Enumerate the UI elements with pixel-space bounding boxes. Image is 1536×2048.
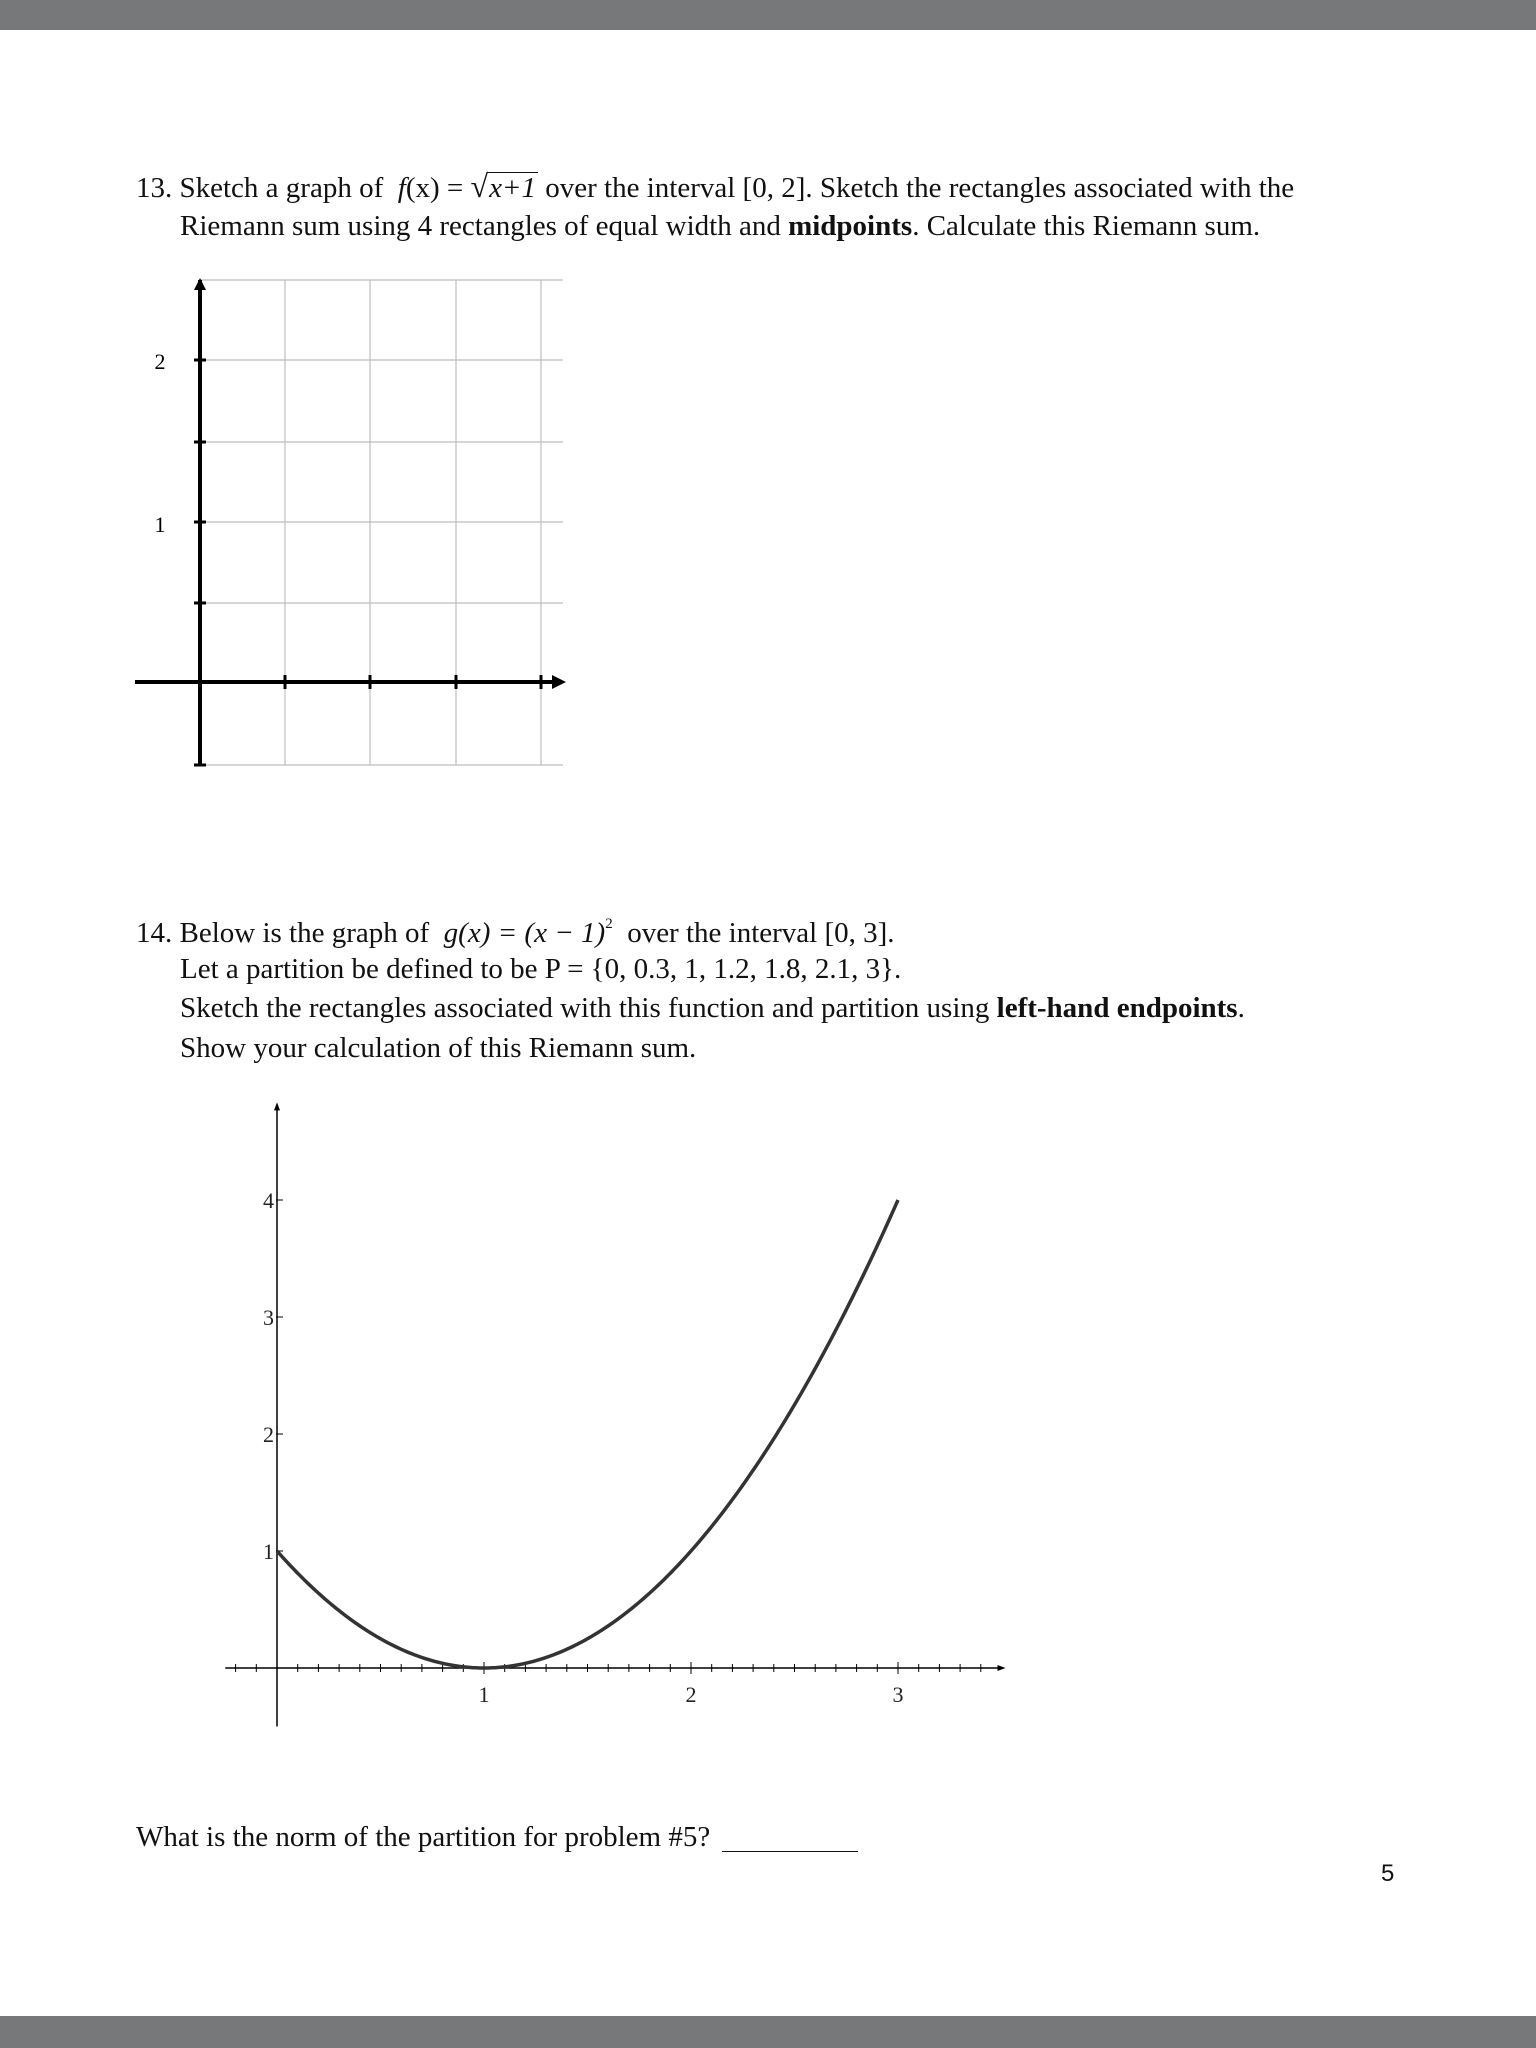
g-curve bbox=[277, 1200, 898, 1668]
norm-question-text: What is the norm of the partition for problem #5? bbox=[136, 1821, 711, 1853]
x-tick-label-2: 2 bbox=[685, 1682, 697, 1707]
x-axis-arrow-icon bbox=[552, 675, 566, 689]
q14-line-4: Show your calculation of this Riemann sum. bbox=[180, 1032, 697, 1064]
q13-line-1 bbox=[136, 168, 1294, 206]
y-tick-label-1: 1 bbox=[263, 1539, 274, 1564]
q14-function: $g(x) = (x - 1)^2$ bbox=[443, 916, 613, 949]
y-tick-label-2: 2 bbox=[154, 349, 166, 374]
q14-line-2: Let a partition be defined to be P = {0, 0.3, 1, 1.2, 1.8, 2.1, 3}. bbox=[180, 953, 902, 985]
q14-number: 14. bbox=[136, 917, 173, 949]
q14-chart bbox=[200, 1080, 1060, 1740]
x-axis-arrow-icon bbox=[998, 1665, 1006, 1671]
page-number: 5 bbox=[1381, 1860, 1395, 1887]
q13-function: f(x) = √x+1 bbox=[397, 168, 537, 204]
q13-number: 13. bbox=[136, 172, 173, 204]
viewer-top-bar bbox=[0, 0, 1536, 30]
q14-bold-left-hand-endpoints: left-hand endpoints bbox=[996, 992, 1238, 1024]
q13-graph-grid bbox=[120, 270, 580, 770]
q14-after-func: over the interval [0, 3]. bbox=[627, 917, 895, 949]
viewer-bottom-bar bbox=[0, 2016, 1536, 2048]
q13-bold-midpoints: midpoints bbox=[788, 210, 913, 242]
q14-line-1 bbox=[136, 906, 895, 951]
y-tick-label-2: 2 bbox=[263, 1422, 274, 1447]
x-tick-label-1: 1 bbox=[478, 1682, 490, 1707]
y-axis-arrow-icon bbox=[274, 1102, 280, 1110]
q13-intro: Sketch a graph of bbox=[179, 172, 384, 204]
norm-answer-blank[interactable] bbox=[722, 1825, 858, 1852]
y-tick-label-1: 1 bbox=[154, 512, 166, 537]
grid-lines bbox=[200, 280, 563, 765]
q13-after-func: over the interval [0, 2]. Sketch the rectangles associated with the bbox=[545, 172, 1295, 204]
q13-line-2: Riemann sum using 4 rectangles of equal width and midpoints. Calculate this Riemann sum. bbox=[180, 210, 1261, 242]
q14-intro: Below is the graph of bbox=[179, 917, 430, 949]
q14-line-3: Sketch the rectangles associated with this function and partition using left-hand endpoints. bbox=[180, 992, 1245, 1024]
norm-question bbox=[136, 1819, 858, 1855]
x-tick-label-3: 3 bbox=[892, 1682, 904, 1707]
y-tick-label-4: 4 bbox=[263, 1188, 274, 1213]
y-tick-label-3: 3 bbox=[263, 1305, 274, 1330]
